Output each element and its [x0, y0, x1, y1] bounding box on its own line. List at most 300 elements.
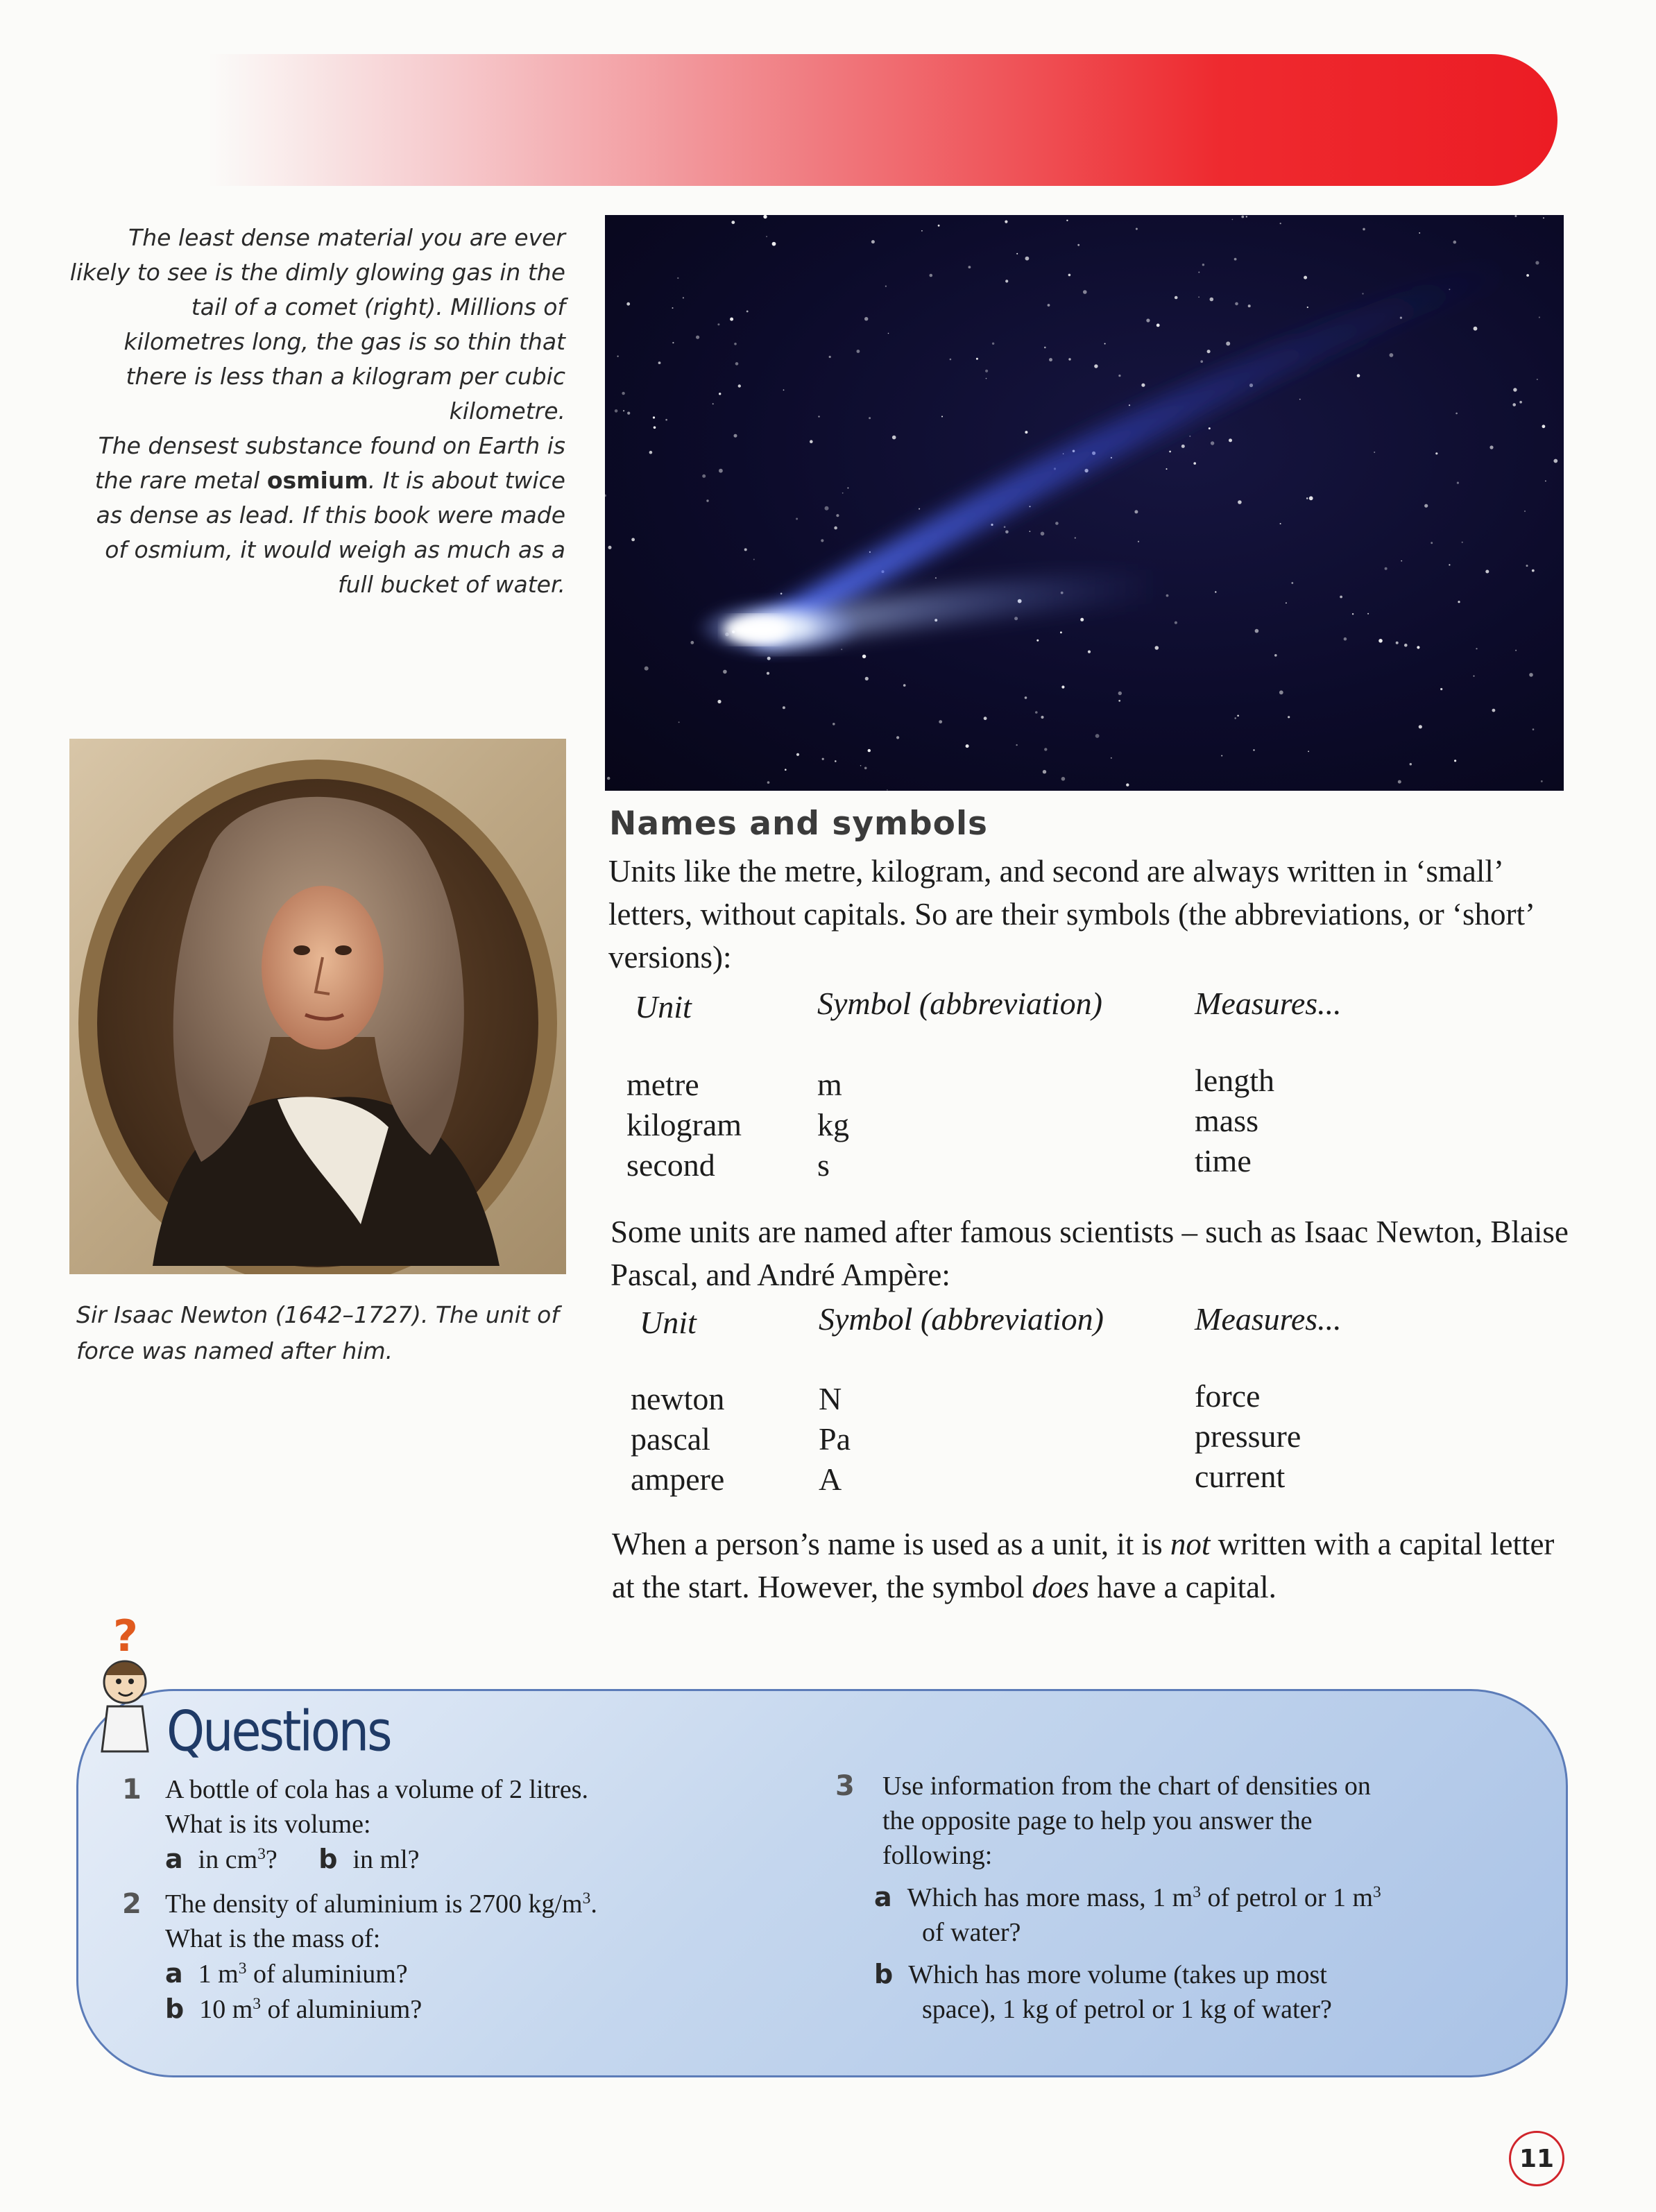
star	[1141, 384, 1145, 387]
star	[617, 356, 619, 357]
newton-caption: Sir Isaac Newton (1642–1727). The unit of force was named after him.	[76, 1301, 559, 1364]
star	[1005, 221, 1007, 223]
star	[731, 221, 735, 224]
star	[1299, 399, 1301, 400]
star	[1036, 640, 1039, 642]
star	[653, 416, 655, 418]
star	[1526, 565, 1528, 567]
star	[1453, 241, 1457, 244]
star	[1553, 459, 1557, 463]
option-text: of aluminium?	[261, 1995, 422, 2024]
star	[1048, 304, 1050, 307]
eye	[293, 945, 310, 955]
star	[968, 266, 971, 268]
option-text: 1 m	[198, 1960, 239, 1989]
question-2	[122, 1887, 597, 2027]
caption-text: The densest substance found on Earth is the rare metal	[94, 432, 565, 494]
option-letter: a	[165, 1844, 183, 1874]
star	[1340, 596, 1342, 599]
star	[1229, 438, 1232, 442]
closing-text	[612, 1523, 1583, 1609]
star	[1385, 567, 1388, 570]
star	[1016, 744, 1017, 746]
star	[1060, 631, 1062, 633]
star	[1004, 526, 1006, 528]
star	[1226, 341, 1230, 345]
closing-text-part: have a capital.	[1089, 1570, 1277, 1604]
star	[772, 242, 776, 246]
star	[1424, 504, 1428, 508]
questions-title: Questions	[167, 1698, 391, 1765]
star	[1041, 532, 1045, 536]
section-heading: Names and symbols	[609, 805, 989, 843]
star	[1126, 783, 1129, 786]
emphasis-does: does	[1032, 1570, 1090, 1604]
star	[986, 378, 987, 379]
question-text-part: The density of aluminium is 2700 kg/m	[165, 1889, 583, 1919]
star	[1529, 673, 1533, 677]
star	[992, 343, 994, 345]
table-header-symbol: Symbol (abbreviation)	[817, 986, 1102, 1021]
star	[822, 758, 824, 760]
star	[919, 508, 920, 510]
star	[1155, 646, 1159, 650]
star	[1025, 696, 1027, 699]
option-text: 10 m	[199, 1995, 253, 2024]
star	[818, 415, 819, 417]
table-header-unit: Unit	[635, 989, 692, 1024]
star	[939, 720, 942, 723]
table-cell-unit: kilogram	[626, 1107, 742, 1142]
star	[930, 274, 933, 277]
star	[734, 343, 737, 345]
star	[1005, 531, 1009, 534]
star	[1005, 280, 1008, 282]
star	[1286, 602, 1287, 603]
star	[1104, 343, 1106, 345]
star	[665, 419, 667, 421]
star	[1435, 452, 1437, 454]
star	[678, 721, 680, 723]
star	[810, 440, 813, 443]
question-text: What is the mass of:	[165, 1924, 381, 1953]
star	[862, 655, 866, 658]
star	[1274, 654, 1277, 657]
star	[1118, 375, 1120, 377]
star	[1136, 228, 1138, 230]
star	[1095, 734, 1100, 738]
option-text: of petrol or 1 m	[1201, 1883, 1374, 1912]
option-text: in ml?	[352, 1845, 420, 1874]
star	[1138, 541, 1139, 542]
option-text: of water?	[922, 1918, 1021, 1947]
star	[1535, 261, 1539, 264]
star	[719, 469, 723, 473]
star	[1049, 358, 1052, 361]
option-text: of aluminium?	[246, 1960, 408, 1989]
star	[738, 384, 741, 387]
star	[1166, 468, 1168, 470]
star	[821, 539, 823, 542]
star	[696, 336, 699, 339]
question-text: A bottle of cola has a volume of 2 litres.	[165, 1775, 588, 1804]
option-letter: b	[874, 1959, 894, 1989]
star	[1030, 506, 1031, 507]
star	[1207, 350, 1211, 353]
star	[744, 548, 747, 551]
star	[1344, 637, 1347, 641]
star	[941, 416, 943, 418]
star	[1307, 307, 1308, 308]
star	[1485, 570, 1489, 574]
table-cell-symbol: m	[817, 1067, 842, 1102]
star	[1068, 274, 1071, 277]
intro-text: Units like the metre, kilogram, and second are always written in ‘small’ letters, without capitals. So are their symbols (the abbreviations, or ‘short’ versions):	[608, 854, 1533, 975]
table-cell-unit: pascal	[631, 1421, 710, 1457]
star	[622, 392, 624, 395]
star	[871, 240, 875, 243]
star	[991, 524, 993, 526]
star	[842, 492, 844, 494]
star	[1166, 594, 1169, 597]
table-cell-symbol: s	[817, 1147, 830, 1183]
question-number: 3	[835, 1770, 855, 1802]
star	[1398, 780, 1401, 784]
star	[834, 526, 837, 530]
star	[984, 717, 987, 720]
star	[1175, 621, 1177, 624]
option-text: ?	[265, 1845, 278, 1874]
star	[1454, 760, 1456, 762]
closing-paragraph	[612, 1523, 1583, 1609]
star	[1462, 542, 1463, 543]
star	[1357, 374, 1360, 377]
star	[1181, 445, 1185, 448]
star	[1280, 523, 1281, 524]
table-cell-symbol: Pa	[819, 1421, 851, 1457]
star	[677, 277, 678, 279]
star	[869, 417, 871, 419]
star	[1134, 510, 1138, 513]
comet-density-caption	[69, 221, 565, 602]
star	[938, 225, 940, 227]
star	[829, 356, 831, 358]
caption-text: . It is about twice as dense as lead. If this book were made of osmium, it would weigh as much as a full bucket of water.	[96, 467, 565, 598]
star	[1374, 452, 1375, 453]
star	[1539, 316, 1540, 318]
question-1	[122, 1772, 588, 1877]
star	[730, 318, 733, 321]
superscript: 3	[582, 1889, 591, 1908]
star	[1061, 685, 1064, 688]
star	[1362, 293, 1363, 294]
star	[1410, 763, 1412, 765]
option-letter: a	[165, 1958, 183, 1989]
star	[706, 499, 708, 501]
table-cell-measure: length	[1195, 1063, 1274, 1098]
question-text: Use information from the chart of densities on	[882, 1772, 1371, 1801]
table-cell-measure: force	[1195, 1378, 1261, 1414]
star	[860, 765, 862, 766]
star	[885, 286, 887, 287]
star	[1545, 481, 1546, 482]
table-cell-unit: newton	[631, 1381, 725, 1416]
option-text: Which has more volume (takes up most	[908, 1960, 1327, 1989]
star	[1404, 644, 1408, 647]
comet-illustration	[605, 215, 1564, 791]
star	[631, 538, 635, 542]
caption-paragraph-comet: The least dense material you are ever likely to see is the dimly glowing gas in the tail of a comet (right). Millions of kilometres long, the gas is so thin that there is less than a kilogram per cubic kilometre.	[69, 224, 565, 425]
star	[1248, 305, 1251, 307]
star	[649, 451, 653, 454]
star	[1419, 232, 1420, 234]
star	[1200, 360, 1203, 363]
star	[735, 362, 739, 366]
superscript: 3	[1373, 1883, 1381, 1902]
star	[1235, 302, 1238, 306]
star	[825, 506, 829, 511]
superscript: 3	[257, 1845, 266, 1864]
star	[896, 736, 899, 739]
star	[1044, 748, 1047, 751]
star	[1396, 642, 1399, 644]
star	[783, 706, 785, 709]
star	[950, 359, 952, 361]
table-cell-measure: mass	[1195, 1103, 1258, 1138]
star	[1440, 688, 1442, 690]
star	[847, 488, 848, 489]
scientists-text: Some units are named after famous scientists – such as Isaac Newton, Blaise Pascal, and André Ampère:	[611, 1215, 1569, 1292]
star	[1237, 715, 1239, 717]
star	[654, 427, 656, 429]
eye	[335, 945, 352, 955]
star	[1449, 564, 1450, 565]
table-cell-measure: pressure	[1195, 1418, 1301, 1454]
table-cell-symbol: kg	[817, 1107, 849, 1142]
intro-paragraph	[608, 850, 1580, 979]
star	[702, 474, 706, 478]
table-header-symbol: Symbol (abbreviation)	[819, 1301, 1104, 1337]
star	[1061, 777, 1066, 781]
star	[672, 307, 674, 309]
star	[1542, 425, 1546, 428]
closing-text-part: When a person’s name is used as a unit, it is	[612, 1527, 1170, 1561]
star	[864, 767, 867, 770]
star	[857, 350, 860, 353]
star	[627, 412, 630, 415]
star	[1198, 296, 1200, 298]
star	[767, 781, 770, 784]
star	[734, 434, 737, 438]
star	[869, 551, 871, 553]
star	[1030, 531, 1031, 532]
star	[658, 361, 661, 364]
star	[1211, 441, 1214, 445]
star	[1209, 427, 1211, 429]
star	[865, 677, 869, 680]
star	[1512, 403, 1516, 406]
star	[1025, 257, 1030, 261]
star	[1458, 601, 1460, 603]
star	[1129, 404, 1130, 406]
comet-nucleus	[724, 616, 788, 644]
star	[985, 370, 988, 372]
star	[1457, 482, 1459, 484]
star	[1474, 676, 1475, 677]
star	[1234, 717, 1236, 719]
star	[783, 389, 785, 391]
star	[672, 342, 674, 343]
star	[767, 657, 771, 660]
star	[1489, 445, 1493, 449]
star	[1215, 591, 1216, 592]
star	[1308, 751, 1309, 752]
star	[1390, 353, 1394, 357]
star	[1088, 651, 1091, 653]
star	[746, 311, 749, 313]
table-header-unit: Unit	[640, 1305, 697, 1340]
star	[1309, 496, 1313, 500]
star	[1221, 755, 1222, 757]
table-header-measures: Measures...	[1195, 986, 1342, 1021]
question-text: following:	[882, 1841, 993, 1870]
star	[1417, 646, 1419, 649]
star	[1025, 431, 1027, 434]
question-text: the opposite page to help you answer the	[882, 1806, 1313, 1835]
page-number: 11	[1509, 2131, 1564, 2186]
star	[1175, 296, 1178, 300]
star	[683, 297, 684, 298]
star	[1253, 749, 1254, 751]
star	[767, 672, 769, 675]
question-1-options	[165, 1842, 588, 1877]
star	[1016, 253, 1018, 255]
question-text	[165, 1887, 597, 1921]
star	[1210, 298, 1214, 302]
option-letter: a	[874, 1882, 892, 1912]
star	[1532, 569, 1535, 572]
star	[1352, 613, 1354, 615]
face	[262, 886, 384, 1049]
star	[1193, 462, 1196, 465]
star	[1533, 728, 1535, 730]
star	[1492, 709, 1496, 712]
star	[1537, 379, 1538, 380]
table-cell-unit: second	[626, 1147, 715, 1183]
star	[1378, 639, 1383, 643]
star	[1169, 451, 1171, 453]
star	[935, 577, 937, 578]
star	[1075, 537, 1076, 538]
star	[887, 789, 888, 791]
star	[1513, 388, 1517, 391]
table-cell-unit: metre	[626, 1067, 699, 1102]
star	[1014, 617, 1018, 620]
star	[766, 236, 767, 237]
star	[1291, 582, 1293, 584]
table-cell-symbol: A	[819, 1461, 842, 1497]
star	[1068, 358, 1070, 360]
star	[1419, 725, 1422, 728]
star	[1541, 780, 1543, 782]
osmium-bold: osmium	[266, 467, 368, 494]
star	[1118, 692, 1122, 695]
option-b	[165, 1991, 597, 2027]
star	[1083, 290, 1087, 294]
superscript: 3	[253, 1995, 262, 2014]
star	[1044, 347, 1046, 349]
star	[835, 760, 837, 762]
star	[1304, 276, 1307, 280]
star	[796, 753, 799, 756]
question-3	[835, 1769, 1381, 2027]
star	[1035, 711, 1038, 714]
star	[607, 777, 610, 780]
header-banner	[208, 54, 1557, 186]
table-header-measures: Measures...	[1195, 1301, 1342, 1337]
star	[892, 436, 896, 440]
star	[717, 700, 721, 703]
table-cell-symbol: N	[819, 1381, 842, 1416]
option-text: space), 1 kg of petrol or 1 kg of water?	[922, 1995, 1332, 2024]
option-b	[874, 1957, 1381, 1992]
star	[1524, 511, 1526, 512]
star	[1198, 272, 1200, 273]
star	[1367, 613, 1369, 615]
star	[763, 215, 767, 218]
question-text-part: .	[590, 1889, 597, 1919]
star	[841, 649, 842, 650]
star	[615, 409, 618, 413]
star	[1526, 274, 1529, 277]
superscript: 3	[1193, 1883, 1202, 1902]
star	[623, 410, 624, 411]
star	[1401, 560, 1402, 562]
question-text: What is its volume:	[165, 1810, 371, 1839]
star	[976, 358, 978, 360]
caption-paragraph-osmium	[69, 429, 565, 602]
star	[1476, 648, 1477, 649]
star	[1232, 219, 1234, 221]
option-letter: b	[165, 1994, 185, 2024]
star	[753, 559, 755, 560]
scientists-paragraph	[611, 1210, 1582, 1296]
star	[796, 518, 798, 520]
star	[605, 495, 606, 497]
table-cell-measure: current	[1195, 1459, 1286, 1494]
star	[1514, 215, 1517, 217]
star	[888, 333, 889, 334]
star	[1080, 618, 1084, 621]
star	[1474, 327, 1478, 331]
star	[833, 723, 835, 726]
option-text: in cm	[198, 1845, 258, 1874]
star	[1156, 324, 1160, 327]
question-number: 2	[122, 1888, 142, 1920]
star	[780, 593, 783, 595]
star	[868, 749, 871, 752]
star	[785, 769, 787, 771]
star	[1246, 216, 1247, 217]
star	[1456, 413, 1458, 415]
star	[717, 323, 719, 325]
star	[608, 546, 612, 549]
star	[1288, 716, 1290, 718]
star	[723, 670, 727, 674]
star	[1431, 542, 1433, 544]
star	[1094, 364, 1098, 368]
option-text: Which has more mass, 1 m	[907, 1883, 1193, 1912]
